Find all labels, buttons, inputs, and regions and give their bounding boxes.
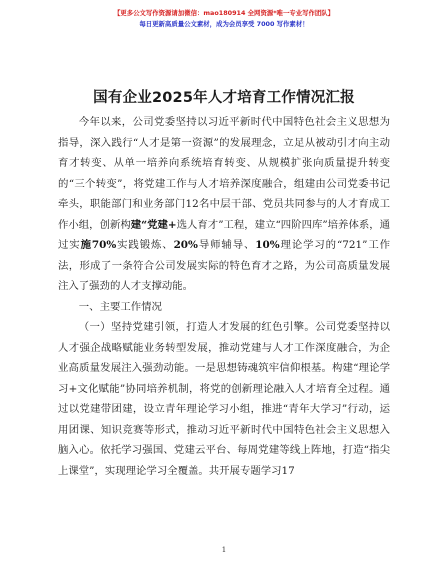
intro-text-3: 实践锻炼、 <box>116 239 174 251</box>
intro-text-5: 理论学习的“721”工作法，形成了一条符合公司发展实际的特色育才之路，为公司高质量发展注入了强劲的人才支撑动能。 <box>58 239 391 292</box>
intro-paragraph <box>58 112 390 297</box>
page-number: 1 <box>221 546 227 554</box>
intro-bold-1: 建“党建+ <box>130 218 177 231</box>
promo-banner <box>0 8 448 30</box>
intro-bold-2: 施70% <box>80 239 117 251</box>
document-title: 国有企业2025年人才培育工作情况汇报 <box>93 90 355 106</box>
intro-text-1: 今年以来，公司党委坚持以习近平新时代中国特色社会主义思想为指导，深入践行“人才是第一资源”的发展理念，立足从被动引才向主动育才转变、从单一培养向系统培育转变、从规模扩张向质量提升转变的“三个转变”，将党建工作与人才培养深度融合，组建由公司党委书记牵头，职能部门和业务部门12名中层干部、党员共同参与的人才育成工作小组，创新构 <box>58 116 390 231</box>
intro-bold-4: 10% <box>255 239 280 251</box>
intro-text-4: 导师辅导、 <box>197 239 256 251</box>
intro-bold-3: 20% <box>173 239 198 251</box>
section-heading: 一、主要工作情况 <box>78 300 162 313</box>
intro-text-2: 选人育才”工程，建立“四阶四库”培养体系，通过实 <box>58 218 391 251</box>
document-body <box>58 112 390 481</box>
promo-banner-line-2: 每日更新高质量公文素材，成为会员享受 7000 写作素材！ <box>139 20 309 28</box>
promo-banner-line-1: 【更多公文写作资源请加微信：mao180914 全网资源*唯一专业写作团队】 <box>113 9 335 17</box>
section-paragraph: （一）坚持党建引领，打造人才发展的红色引擎。公司党委坚持以人才强企战略赋能业务转型发展，推动党建与人才工作深度融合，为企业高质量发展注入强劲动能。一是思想铸魂筑牢信仰根基。构建“理论学习+文化赋能”协同培养机制，将党的创新理论融入人才培育全过程。通过以党建带团建，设立青年理论学习小组，推进“青年大学习”行动，运用团课、知识竞赛等形式，推动习近平新时代中国特色社会主义思想入脑入心。依托学习强国、党建云平台、每周党建等线上阵地，打造“指尖上课堂”，实现理论学习全覆盖。共开展专题学习17 <box>58 321 390 477</box>
